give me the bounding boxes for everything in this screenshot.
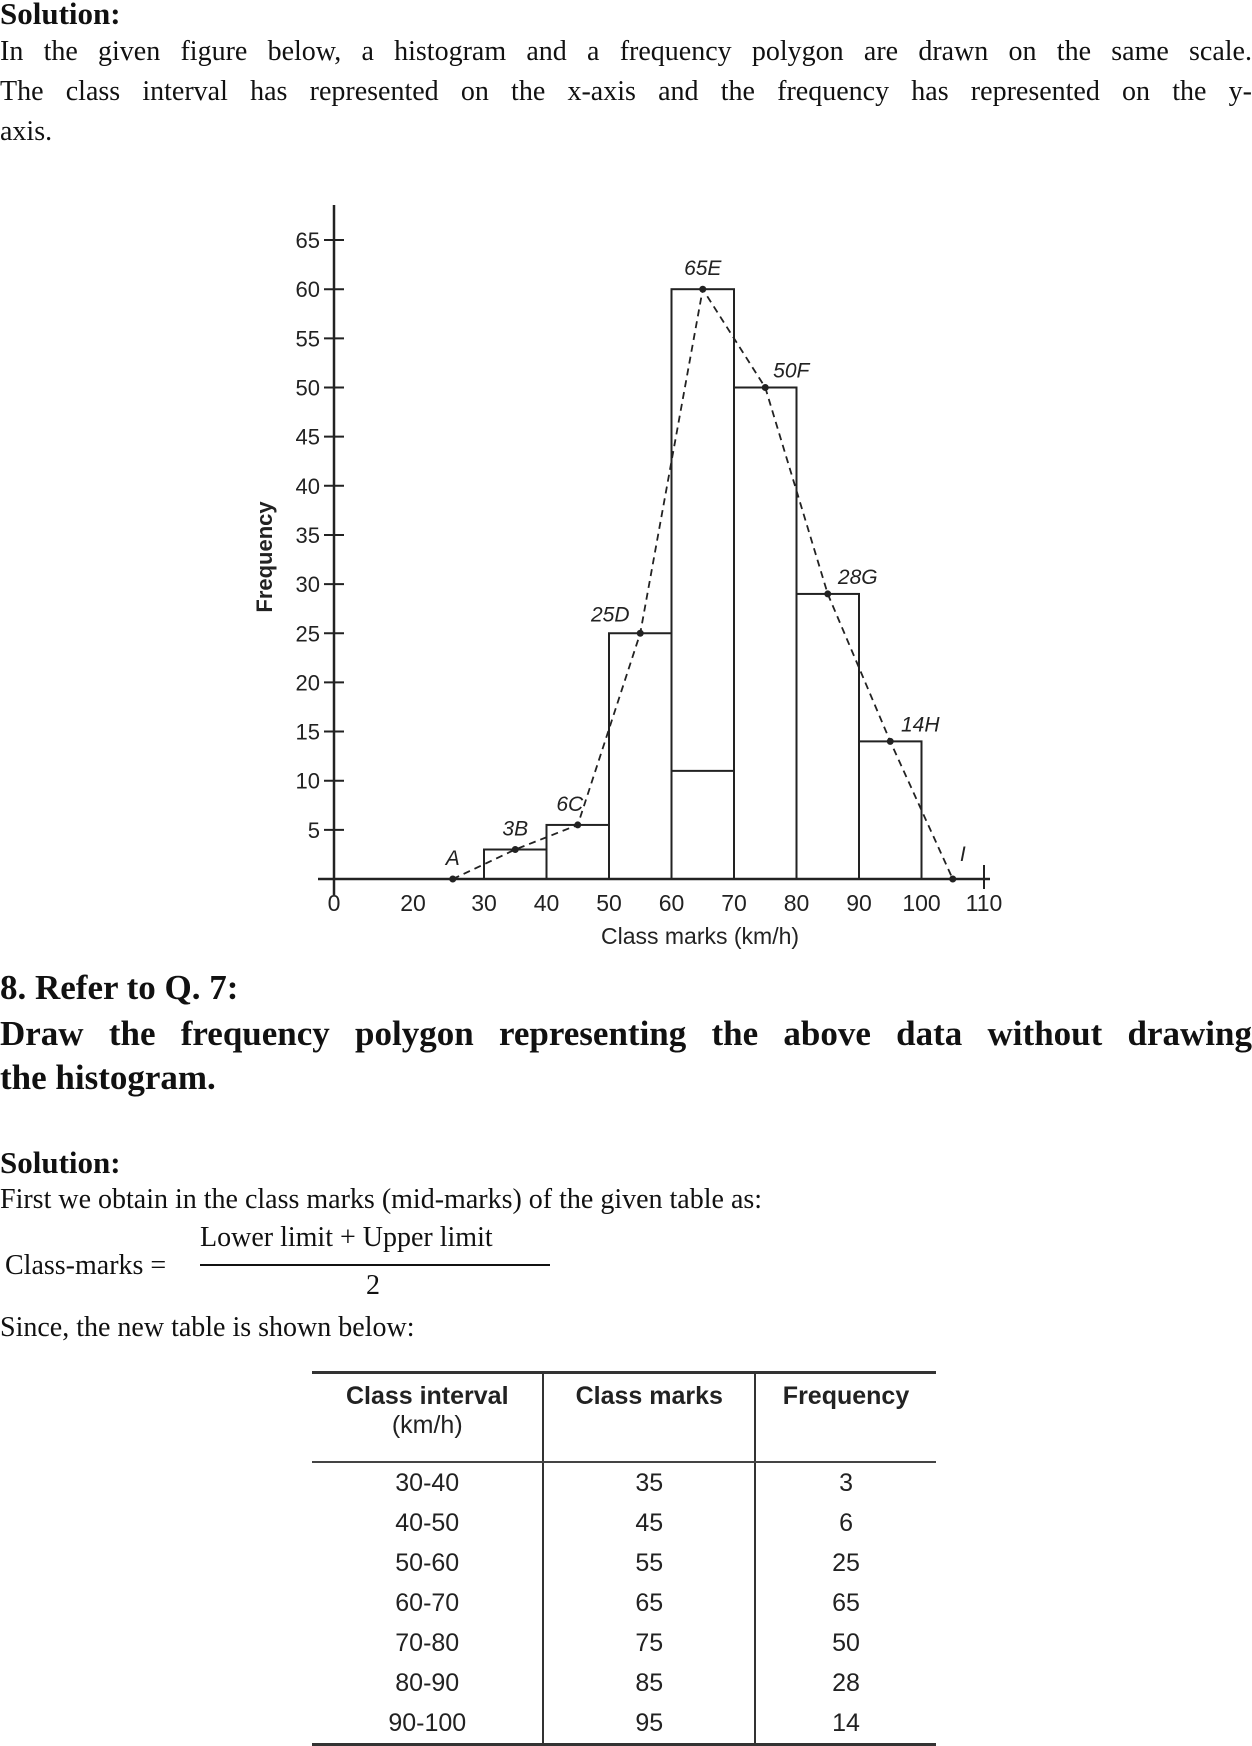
polygon-point bbox=[512, 846, 519, 853]
x-tick-label: 20 bbox=[400, 890, 426, 916]
table-cell: 3 bbox=[755, 1462, 936, 1503]
x-axis-label: Class marks (km/h) bbox=[600, 923, 800, 949]
table-cell: 6 bbox=[755, 1503, 936, 1543]
point-label: 28G bbox=[837, 565, 878, 589]
table-row bbox=[312, 1663, 936, 1703]
polygon-point bbox=[949, 876, 956, 883]
header-class-interval bbox=[312, 1373, 543, 1463]
header-frequency: Frequency bbox=[755, 1373, 936, 1463]
solution2-intro: First we obtain in the class marks (mid-marks) of the given table as: bbox=[0, 1184, 763, 1215]
table-cell: 55 bbox=[543, 1543, 755, 1583]
polygon-point bbox=[637, 630, 644, 637]
histogram-bar bbox=[797, 594, 860, 879]
table-cell: 65 bbox=[543, 1583, 755, 1623]
table-cell: 50 bbox=[755, 1623, 936, 1663]
x-tick-label: 60 bbox=[658, 890, 685, 916]
histogram-bar bbox=[484, 850, 547, 879]
polygon-point bbox=[574, 821, 581, 828]
fraction-bar bbox=[200, 1264, 550, 1266]
point-label: I bbox=[959, 843, 966, 866]
point-label: 50F bbox=[773, 359, 810, 383]
question-text-line: Draw the frequency polygon representing the above data without drawing bbox=[0, 1014, 1252, 1053]
frequency-polygon bbox=[453, 289, 953, 879]
table-cell: 70-80 bbox=[395, 1628, 460, 1657]
solution-text-line: axis. bbox=[0, 116, 53, 147]
table-cell: 30-40 bbox=[395, 1468, 460, 1497]
y-tick-label: 10 bbox=[295, 768, 320, 794]
table-row bbox=[312, 1503, 936, 1543]
point-label: A bbox=[445, 847, 460, 870]
y-tick-label: 25 bbox=[295, 621, 320, 647]
solution-text-line: The class interval has represented on the x-axis and the frequency has represented on the y- bbox=[0, 76, 1252, 107]
x-tick-label: 110 bbox=[965, 890, 1003, 916]
y-tick-label: 20 bbox=[295, 670, 320, 696]
point-label: 25D bbox=[590, 603, 630, 627]
table-cell: 50-60 bbox=[395, 1548, 460, 1577]
table-cell: 90-100 bbox=[388, 1708, 467, 1737]
table-cell: 35 bbox=[543, 1462, 755, 1503]
y-tick-label: 35 bbox=[295, 522, 320, 548]
x-tick-label: 50 bbox=[596, 890, 622, 916]
y-tick-label: 55 bbox=[295, 326, 320, 352]
x-tick-label: 70 bbox=[721, 890, 747, 916]
y-tick-label: 60 bbox=[295, 277, 320, 303]
solution-text-line: In the given figure below, a histogram and a frequency polygon are drawn on the same scale. bbox=[0, 36, 1252, 67]
table-cell: 25 bbox=[755, 1543, 936, 1583]
table-cell: 80-90 bbox=[395, 1668, 460, 1697]
header-class-interval-label: Class interval bbox=[345, 1382, 509, 1410]
header-class-interval-unit: (km/h) bbox=[391, 1411, 463, 1439]
x-tick-label: 30 bbox=[471, 890, 497, 916]
y-tick-label: 15 bbox=[295, 719, 320, 745]
polygon-point bbox=[449, 876, 456, 883]
polygon-point bbox=[887, 738, 894, 745]
polygon-point bbox=[762, 384, 769, 391]
solution-heading: Solution: bbox=[0, 0, 121, 31]
y-tick-label: 45 bbox=[295, 424, 320, 450]
x-tick-label: 40 bbox=[533, 890, 560, 916]
solution2-heading: Solution: bbox=[0, 1145, 121, 1180]
point-label: 6C bbox=[556, 792, 584, 816]
point-label: 14H bbox=[900, 713, 940, 737]
table-cell: 14 bbox=[755, 1703, 936, 1745]
histogram-bar bbox=[859, 741, 922, 879]
y-tick-label: 30 bbox=[295, 572, 320, 598]
x-tick-label: 100 bbox=[902, 890, 941, 916]
point-label: 3B bbox=[502, 817, 529, 841]
histogram-bar bbox=[609, 633, 672, 879]
formula-numerator: Lower limit + Upper limit bbox=[200, 1222, 493, 1253]
table-cell: 28 bbox=[755, 1663, 936, 1703]
polygon-point bbox=[824, 590, 831, 597]
class-marks-table bbox=[312, 1371, 936, 1746]
formula-denominator: 2 bbox=[366, 1270, 380, 1301]
table-row bbox=[312, 1703, 936, 1745]
histogram-bar bbox=[672, 289, 735, 879]
header-class-marks: Class marks bbox=[543, 1373, 755, 1463]
point-label: 65E bbox=[684, 257, 722, 281]
table-row bbox=[312, 1462, 936, 1503]
table-cell: 45 bbox=[543, 1503, 755, 1543]
table-cell: 95 bbox=[543, 1703, 755, 1745]
table-row bbox=[312, 1543, 936, 1583]
table-cell: 75 bbox=[543, 1623, 755, 1663]
x-tick-label: 90 bbox=[846, 890, 872, 916]
polygon-point bbox=[699, 286, 706, 293]
question-text-line: the histogram. bbox=[0, 1058, 216, 1097]
formula-lhs: Class-marks = bbox=[5, 1250, 167, 1281]
table-cell: 60-70 bbox=[395, 1588, 460, 1617]
y-tick-label: 50 bbox=[295, 375, 320, 401]
question-title: 8. Refer to Q. 7: bbox=[0, 968, 239, 1007]
y-tick-label: 5 bbox=[307, 817, 320, 843]
table-cell: 65 bbox=[755, 1583, 936, 1623]
x-tick-label: 80 bbox=[783, 890, 810, 916]
table-cell: 85 bbox=[543, 1663, 755, 1703]
table-row bbox=[312, 1623, 936, 1663]
y-tick-label: 65 bbox=[295, 228, 320, 254]
solution2-after: Since, the new table is shown below: bbox=[0, 1312, 415, 1343]
table-row bbox=[312, 1583, 936, 1623]
x-tick-label: 0 bbox=[327, 890, 341, 916]
table-cell: 40-50 bbox=[395, 1508, 460, 1537]
y-tick-label: 40 bbox=[295, 473, 320, 499]
y-axis-label: Frequency bbox=[252, 501, 277, 613]
